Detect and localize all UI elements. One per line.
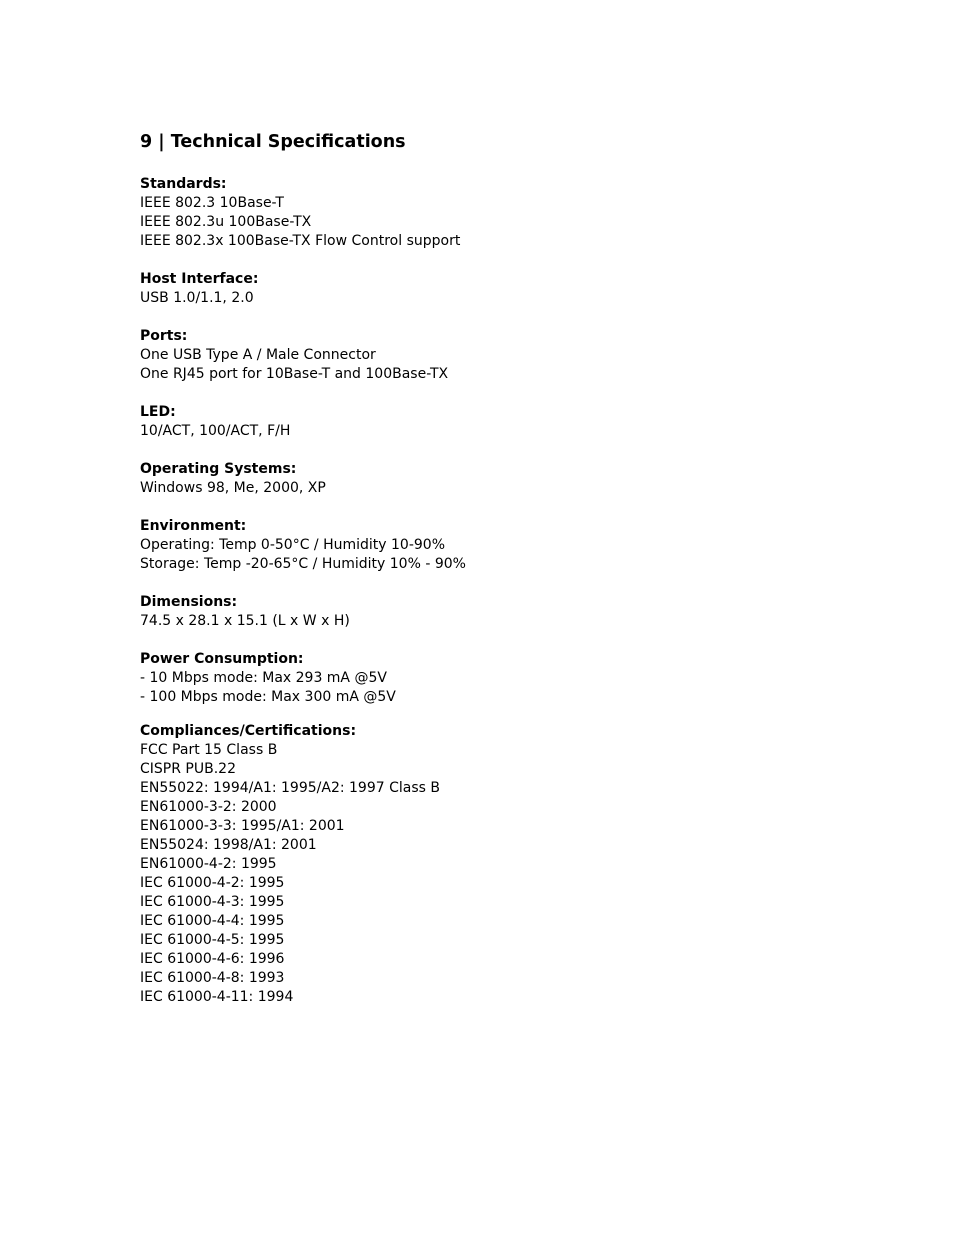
spec-label: Standards: <box>140 176 227 192</box>
spec-section-led <box>140 403 840 441</box>
spec-line: Storage: Temp -20-65°C / Humidity 10% - 90% <box>140 556 466 572</box>
spec-section-operating-systems <box>140 460 840 498</box>
spec-line: EN61000-3-2: 2000 <box>140 799 277 815</box>
spec-line: IEC 61000-4-2: 1995 <box>140 875 285 891</box>
spec-line: - 10 Mbps mode: Max 293 mA @5V <box>140 670 387 686</box>
spec-line: CISPR PUB.22 <box>140 761 236 777</box>
spec-line: IEEE 802.3 10Base-T <box>140 195 284 211</box>
spec-section-compliances <box>140 722 840 1007</box>
spec-line: EN55022: 1994/A1: 1995/A2: 1997 Class B <box>140 780 440 796</box>
spec-section-ports <box>140 327 840 384</box>
spec-section-dimensions <box>140 593 840 631</box>
document-page <box>140 128 840 1026</box>
spec-line: USB 1.0/1.1, 2.0 <box>140 290 254 306</box>
spec-line: EN61000-4-2: 1995 <box>140 856 277 872</box>
spec-line: - 100 Mbps mode: Max 300 mA @5V <box>140 689 396 705</box>
spec-label: LED: <box>140 404 176 420</box>
spec-section-environment <box>140 517 840 574</box>
spec-label: Ports: <box>140 328 188 344</box>
spec-line: 74.5 x 28.1 x 15.1 (L x W x H) <box>140 613 350 629</box>
spec-line: IEC 61000-4-11: 1994 <box>140 989 294 1005</box>
spec-line: One RJ45 port for 10Base-T and 100Base-TX <box>140 366 449 382</box>
spec-line: EN61000-3-3: 1995/A1: 2001 <box>140 818 345 834</box>
spec-label: Host Interface: <box>140 271 259 287</box>
spec-line: IEC 61000-4-8: 1993 <box>140 970 285 986</box>
spec-line: FCC Part 15 Class B <box>140 742 278 758</box>
spec-line: One USB Type A / Male Connector <box>140 347 376 363</box>
spec-label: Compliances/Certifications: <box>140 723 357 739</box>
spec-section-host-interface <box>140 270 840 308</box>
spec-line: Operating: Temp 0-50°C / Humidity 10-90% <box>140 537 445 553</box>
spec-label: Environment: <box>140 518 247 534</box>
spec-line: IEC 61000-4-6: 1996 <box>140 951 285 967</box>
spec-label: Power Consumption: <box>140 651 304 667</box>
spec-line: Windows 98, Me, 2000, XP <box>140 480 326 496</box>
spec-label: Operating Systems: <box>140 461 297 477</box>
spec-line: IEC 61000-4-4: 1995 <box>140 913 285 929</box>
spec-line: 10/ACT, 100/ACT, F/H <box>140 423 291 439</box>
spec-section-power-consumption <box>140 650 840 707</box>
spec-line: IEEE 802.3x 100Base-TX Flow Control support <box>140 233 461 249</box>
spec-line: IEC 61000-4-3: 1995 <box>140 894 285 910</box>
spec-line: IEC 61000-4-5: 1995 <box>140 932 285 948</box>
spec-line: EN55024: 1998/A1: 2001 <box>140 837 317 853</box>
page-title: 9 | Technical Specifications <box>140 132 406 152</box>
spec-line: IEEE 802.3u 100Base-TX <box>140 214 312 230</box>
spec-section-standards <box>140 175 840 251</box>
spec-label: Dimensions: <box>140 594 238 610</box>
